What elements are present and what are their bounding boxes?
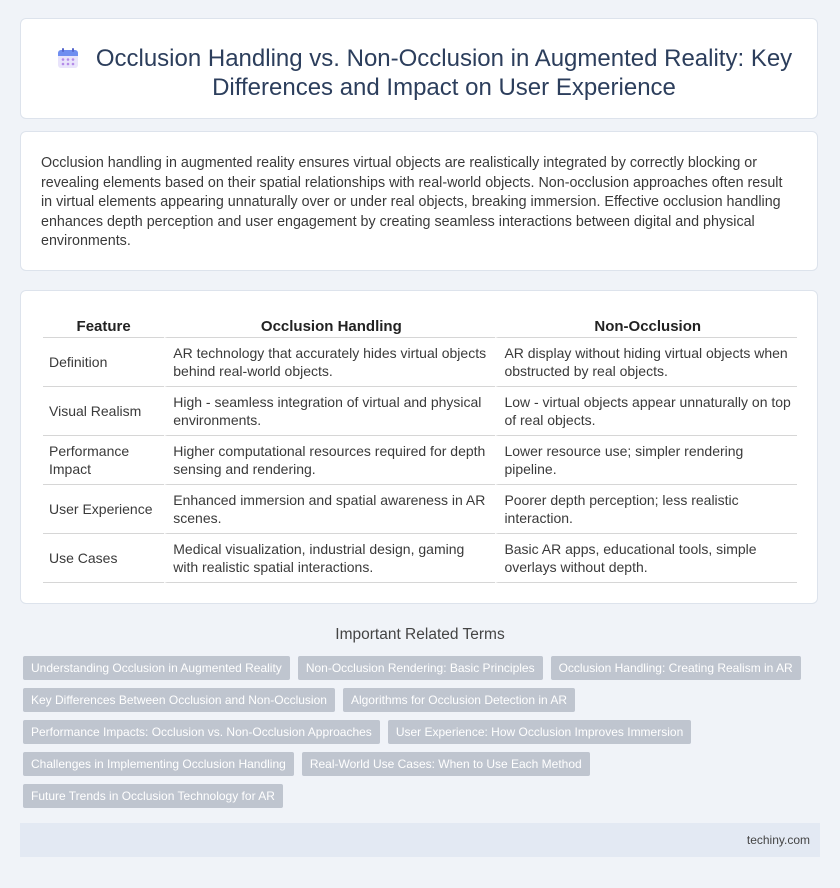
related-term-tag[interactable]: Real-World Use Cases: When to Use Each Method (302, 752, 590, 776)
table-row (43, 338, 797, 387)
related-term-tag[interactable]: Non-Occlusion Rendering: Basic Principles (298, 656, 543, 680)
header-non-occlusion: Non-Occlusion (495, 315, 797, 338)
intro-paragraph: Occlusion handling in augmented reality ensures virtual objects are realistically integrated by correctly blocking or revealing elements based on their spatial relationships with real-world objects. Non-occlusion approaches often result in virtual elements appearing unnaturally over or under real objects, breaking immersion. Effective occlusion handling enhances depth perception and user engagement by creating seamless interactions between digital and physical environments. (41, 155, 783, 249)
header-feature: Feature (43, 315, 164, 338)
comparison-table-card (20, 290, 818, 604)
calendar-icon (57, 47, 79, 69)
table-row (43, 534, 797, 583)
row-non-occlusion: Low - virtual objects appear unnaturally on top of real objects. (495, 387, 797, 436)
table-row (43, 485, 797, 534)
row-occlusion: Enhanced immersion and spatial awareness in AR scenes. (164, 485, 495, 534)
footer (20, 823, 820, 857)
row-feature: User Experience (43, 485, 164, 534)
table-header-row (43, 315, 797, 338)
row-feature: Visual Realism (43, 387, 164, 436)
intro-card (20, 131, 818, 271)
row-occlusion: AR technology that accurately hides virtual objects behind real-world objects. (164, 338, 495, 387)
row-feature: Performance Impact (43, 436, 164, 485)
related-term-tag[interactable]: Key Differences Between Occlusion and Non-Occlusion (23, 688, 335, 712)
row-non-occlusion: AR display without hiding virtual objects when obstructed by real objects. (495, 338, 797, 387)
related-term-tag[interactable]: Performance Impacts: Occlusion vs. Non-Occlusion Approaches (23, 720, 380, 744)
page-title: Occlusion Handling vs. Non-Occlusion in Augmented Reality: Key Differences and Impact on User Experience (95, 45, 793, 101)
related-terms-list (23, 656, 803, 808)
header-occlusion: Occlusion Handling (164, 315, 495, 338)
related-term-tag[interactable]: Algorithms for Occlusion Detection in AR (343, 688, 575, 712)
related-term-tag[interactable]: Understanding Occlusion in Augmented Reality (23, 656, 290, 680)
related-term-tag[interactable]: Occlusion Handling: Creating Realism in AR (551, 656, 801, 680)
row-feature: Use Cases (43, 534, 164, 583)
title-card (20, 18, 818, 119)
row-non-occlusion: Poorer depth perception; less realistic interaction. (495, 485, 797, 534)
row-occlusion: Medical visualization, industrial design, gaming with realistic spatial interactions. (164, 534, 495, 583)
related-terms-heading: Important Related Terms (335, 626, 505, 643)
row-occlusion: Higher computational resources required for depth sensing and rendering. (164, 436, 495, 485)
table-row (43, 387, 797, 436)
table-row (43, 436, 797, 485)
related-term-tag[interactable]: User Experience: How Occlusion Improves Immersion (388, 720, 691, 744)
related-term-tag[interactable]: Challenges in Implementing Occlusion Handling (23, 752, 294, 776)
comparison-table (43, 315, 797, 583)
footer-site-link[interactable]: techiny.com (746, 833, 810, 847)
row-non-occlusion: Basic AR apps, educational tools, simple overlays without depth. (495, 534, 797, 583)
row-non-occlusion: Lower resource use; simpler rendering pipeline. (495, 436, 797, 485)
row-feature: Definition (43, 338, 164, 387)
related-term-tag[interactable]: Future Trends in Occlusion Technology for AR (23, 784, 283, 808)
row-occlusion: High - seamless integration of virtual and physical environments. (164, 387, 495, 436)
